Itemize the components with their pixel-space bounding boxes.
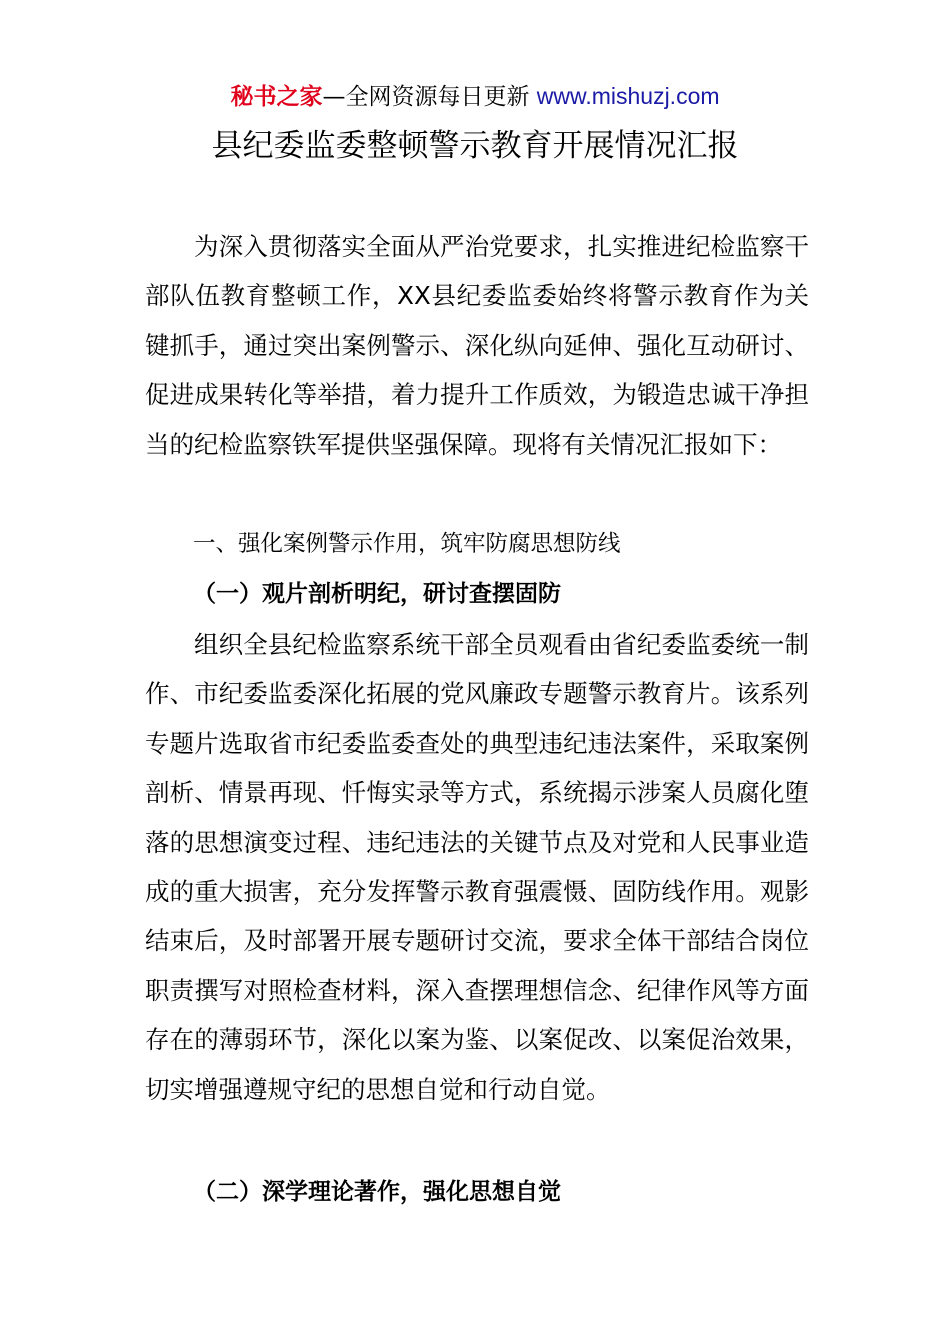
intro-paragraph: 为深入贯彻落实全面从严治党要求，扎实推进纪检监察干部队伍教育整顿工作，XX县纪委监委始终将警示教育作为关键抓手，通过突出案例警示、深化纵向延伸、强化互动研讨、促进成果转化等举措，着力提升工作质效，为锻造忠诚干净担当的纪检监察铁军提供坚强保障。现将有关情况汇报如下： [145,232,809,459]
site-brand: 秘书之家 [230,84,323,110]
section-heading-1: 一、强化案例警示作用，筑牢防腐思想防线 [193,531,621,557]
document-title: 县纪委监委整顿警示教育开展情况汇报 [211,128,739,164]
subsection-1-paragraph: 组织全县纪检监察系统干部全员观看由省纪委监委统一制作、市纪委监委深化拓展的党风廉政专题警示教育片。该系列专题片选取省市纪委监委查处的典型违纪违法案件，采取案例剖析、情景再现、忏悔实录等方式，系统揭示涉案人员腐化堕落的思想演变过程、违纪违法的关键节点及对党和人民事业造成的重大损害，充分发挥警示教育强震慑、固防线作用。观影结束后，及时部署开展专题研讨交流，要求全体干部结合岗位职责撰写对照检查材料，深入查摆理想信念、纪律作风等方面存在的薄弱环节，深化以案为鉴、以案促改、以案促治效果，切实增强遵规守纪的思想自觉和行动自觉。 [145,630,809,1104]
site-header [0,78,950,115]
subsection-heading-2: （二）深学理论著作，强化思想自觉 [193,1179,561,1205]
site-tagline: —全网资源每日更新 [322,84,530,110]
site-url[interactable]: www.mishuzj.com [536,83,720,109]
subsection-heading-1: （一）观片剖析明纪，研讨查摆固防 [193,581,561,607]
